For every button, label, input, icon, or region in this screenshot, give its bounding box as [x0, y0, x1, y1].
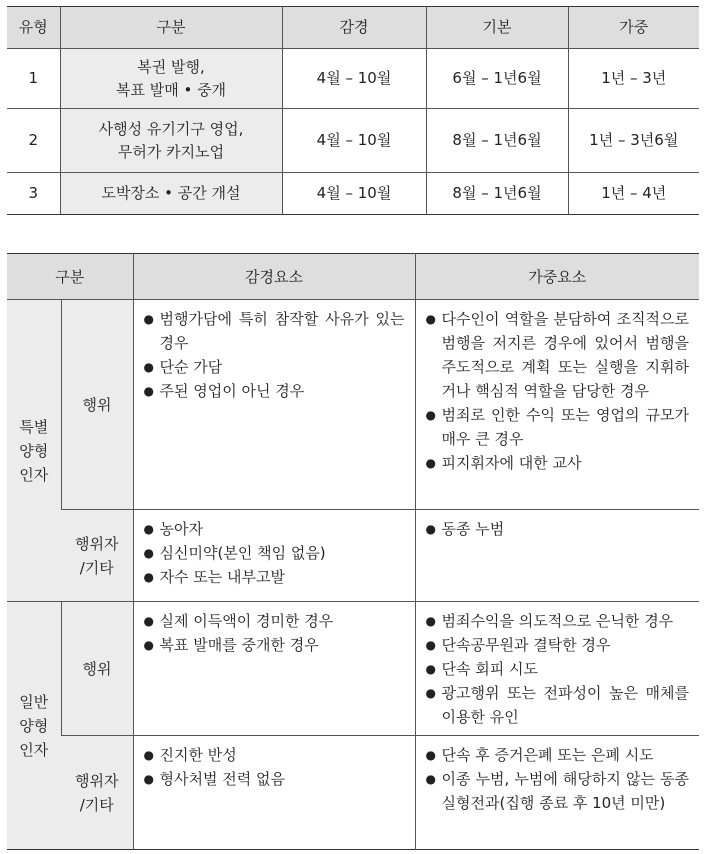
list-item: ● 단속 회피 시도: [426, 657, 690, 681]
type-cell: 2: [7, 109, 60, 173]
group-label-line: 양형: [19, 716, 49, 735]
type-cell: 1: [7, 49, 60, 109]
list-item: ● 피지휘자에 대한 교사: [426, 451, 690, 475]
basic-cell: 8월 – 1년6월: [426, 173, 568, 215]
sub-label-actor-other: [61, 510, 133, 602]
aggravation-cell: [415, 602, 699, 736]
sub-label-line: 행위자: [75, 771, 119, 790]
sub-label-line: 행위: [82, 395, 112, 414]
table-row: [7, 736, 699, 850]
group-label-line: 특별: [19, 417, 49, 436]
list-item: ● 단속 후 증거은폐 또는 은폐 시도: [426, 743, 690, 767]
sentencing-range-table: [7, 6, 699, 215]
group-label-line: 인자: [19, 465, 49, 484]
list-item: ● 범죄로 인한 수익 또는 영업의 규모가 매우 큰 경우: [426, 403, 690, 451]
sub-label-line: 행위: [82, 659, 112, 678]
header-aggravation-factors: 가중요소: [415, 254, 699, 300]
table-row: [7, 602, 699, 736]
header-category: 구분: [55, 268, 85, 286]
header-aggravated: 가중: [568, 7, 699, 49]
aggravation-cell: [415, 300, 699, 510]
list-item: ● 자수 또는 내부고발: [144, 565, 405, 589]
list-item: ● 단순 가담: [144, 355, 405, 379]
reduced-cell: 4월 – 10월: [282, 49, 426, 109]
category-line: 도박장소 • 공간 개설: [101, 184, 241, 202]
reduced-cell: 4월 – 10월: [282, 109, 426, 173]
category-cell: [60, 109, 282, 173]
group-label-line: 일반: [19, 692, 49, 711]
reduction-cell: [133, 602, 415, 736]
list-item: ● 범죄수익을 의도적으로 은닉한 경우: [426, 609, 690, 633]
reduction-cell: [133, 510, 415, 602]
header-type: 유형: [18, 18, 48, 36]
sub-label-line: /기타: [79, 795, 114, 814]
factor-list: [426, 609, 690, 729]
factor-list: [144, 609, 405, 657]
sub-label-act: [61, 300, 133, 510]
list-item: ● 이종 누범, 누범에 해당하지 않는 동종 실형전과(집행 종료 후 10년 미만): [426, 767, 690, 815]
aggravation-cell: [415, 510, 699, 602]
reduced-cell: 4월 – 10월: [282, 173, 426, 215]
list-item: ● 광고행위 또는 전파성이 높은 매체를 이용한 유인: [426, 681, 690, 729]
category-line: 복권 발행,: [137, 57, 205, 76]
type-cell: 3: [7, 173, 60, 215]
list-item: ● 실제 이득액이 경미한 경우: [144, 609, 405, 633]
sub-label-line: 행위자: [75, 534, 119, 553]
list-item: ● 범행가담에 특히 참작할 사유가 있는 경우: [144, 307, 405, 355]
list-item: ● 심신미약(본인 책임 없음): [144, 541, 405, 565]
header-reduction-factors: 감경요소: [133, 254, 415, 300]
group-label-line: 인자: [19, 740, 49, 759]
table-header-row: [7, 254, 699, 300]
group-label-special: [7, 300, 61, 602]
list-item: ● 다수인이 역할을 분담하여 조직적으로 범행을 저지른 경우에 있어서 범행을 주도적으로 계획 또는 실행을 지휘하거나 핵심적 역할을 담당한 경우: [426, 307, 690, 403]
list-item: ● 동종 누범: [426, 517, 690, 541]
factor-list: [426, 307, 690, 475]
table-row: [7, 173, 699, 215]
aggravated-cell: 1년 – 3년: [568, 49, 699, 109]
list-item: ● 주된 영업이 아닌 경우: [144, 379, 405, 403]
aggravated-cell: 1년 – 4년: [568, 173, 699, 215]
basic-cell: 6월 – 1년6월: [426, 49, 568, 109]
factor-list: [426, 517, 690, 541]
reduction-cell: [133, 736, 415, 850]
sub-label-actor-other: [61, 736, 133, 850]
header-basic: 기본: [426, 7, 568, 49]
category-line: 무허가 카지노업: [117, 142, 225, 161]
category-cell: [60, 49, 282, 109]
table-row: [7, 109, 699, 173]
table-row: [7, 510, 699, 602]
factor-list: [144, 743, 405, 791]
list-item: ● 농아자: [144, 517, 405, 541]
factor-list: [144, 517, 405, 589]
table-row: [7, 300, 699, 510]
sub-label-line: /기타: [79, 558, 114, 577]
reduction-cell: [133, 300, 415, 510]
aggravated-cell: 1년 – 3년6월: [568, 109, 699, 173]
category-line: 사행성 유기기구 영업,: [98, 119, 244, 138]
factor-list: [144, 307, 405, 403]
group-label-line: 양형: [19, 441, 49, 460]
group-label-general: [7, 602, 61, 850]
list-item: ● 진지한 반성: [144, 743, 405, 767]
category-cell: [60, 173, 282, 215]
category-line: 복표 발매 • 중개: [115, 80, 227, 99]
table-header-row: [7, 7, 699, 49]
sub-label-act: [61, 602, 133, 736]
sentencing-factors-table: [7, 253, 699, 850]
header-category: 구분: [60, 7, 282, 49]
list-item: ● 단속공무원과 결탁한 경우: [426, 633, 690, 657]
list-item: ● 복표 발매를 중개한 경우: [144, 633, 405, 657]
list-item: ● 형사처벌 전력 없음: [144, 767, 405, 791]
header-reduced: 감경: [282, 7, 426, 49]
basic-cell: 8월 – 1년6월: [426, 109, 568, 173]
factor-list: [426, 743, 690, 815]
aggravation-cell: [415, 736, 699, 850]
table-row: [7, 49, 699, 109]
